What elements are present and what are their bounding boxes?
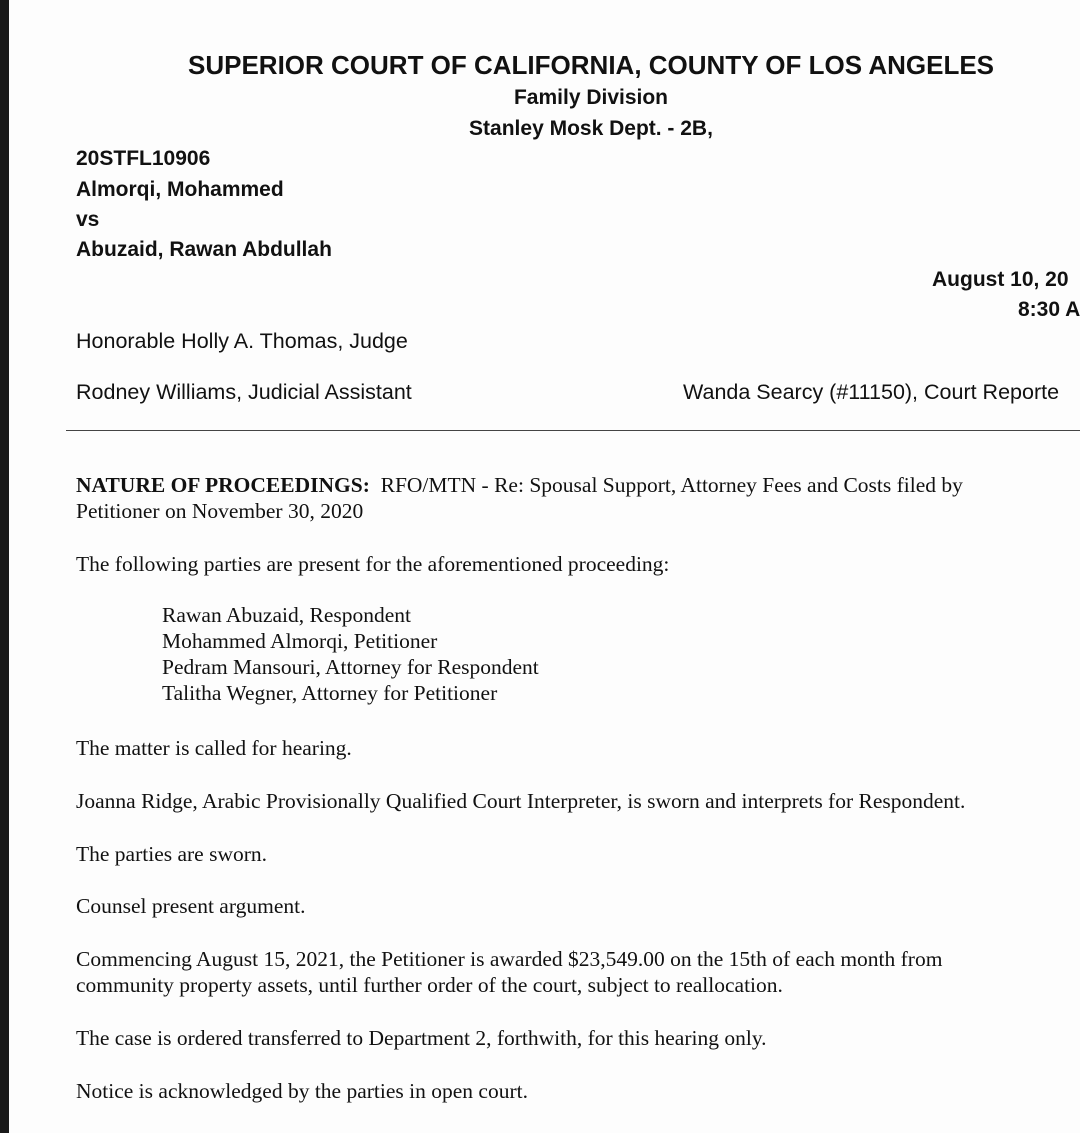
left-edge-border bbox=[0, 0, 9, 1133]
paragraph-argument: Counsel present argument. bbox=[76, 894, 306, 918]
department-title: Stanley Mosk Dept. - 2B, bbox=[469, 117, 713, 140]
nature-label: NATURE OF PROCEEDINGS: bbox=[76, 473, 370, 497]
respondent-name: Abuzaid, Rawan Abdullah bbox=[76, 238, 332, 261]
nature-text: RFO/MTN - Re: Spousal Support, Attorney Fees and Costs filed by Petitioner on November 30, 2020 bbox=[76, 473, 963, 523]
attendee-item: Pedram Mansouri, Attorney for Respondent bbox=[162, 655, 539, 679]
attendee-item: Talitha Wegner, Attorney for Petitioner bbox=[162, 681, 498, 705]
court-reporter: Wanda Searcy (#11150), Court Reporte bbox=[683, 380, 1060, 404]
parties-intro: The following parties are present for the aforementioned proceeding: bbox=[76, 552, 670, 576]
paragraph-award: Commencing August 15, 2021, the Petitioner is awarded $23,549.00 on the 15th of each month from community property assets, until further order of the court, subject to reallocation. bbox=[76, 947, 943, 997]
divider-line bbox=[66, 430, 1080, 431]
paragraph-sworn: The parties are sworn. bbox=[76, 842, 268, 866]
paragraph-notice: Notice is acknowledged by the parties in open court. bbox=[76, 1079, 528, 1103]
attendee-item: Rawan Abuzaid, Respondent bbox=[162, 603, 411, 627]
hearing-date: August 10, 20 bbox=[932, 268, 1069, 291]
court-title: SUPERIOR COURT OF CALIFORNIA, COUNTY OF LOS ANGELES bbox=[187, 50, 995, 80]
attendee-item: Mohammed Almorqi, Petitioner bbox=[162, 629, 438, 653]
versus-label: vs bbox=[76, 208, 100, 231]
judicial-assistant: Rodney Williams, Judicial Assistant bbox=[76, 380, 412, 404]
case-number: 20STFL10906 bbox=[76, 147, 211, 170]
judge-name: Honorable Holly A. Thomas, Judge bbox=[76, 329, 408, 353]
paragraph-transfer: The case is ordered transferred to Department 2, forthwith, for this hearing only. bbox=[76, 1026, 767, 1050]
paragraph-interpreter: Joanna Ridge, Arabic Provisionally Qualified Court Interpreter, is sworn and interprets for Respondent. bbox=[76, 789, 966, 813]
petitioner-name: Almorqi, Mohammed bbox=[76, 178, 284, 201]
paragraph-called: The matter is called for hearing. bbox=[76, 736, 352, 760]
division-title: Family Division bbox=[513, 86, 669, 109]
hearing-time: 8:30 A bbox=[1018, 298, 1080, 321]
nature-of-proceedings bbox=[76, 472, 1041, 524]
